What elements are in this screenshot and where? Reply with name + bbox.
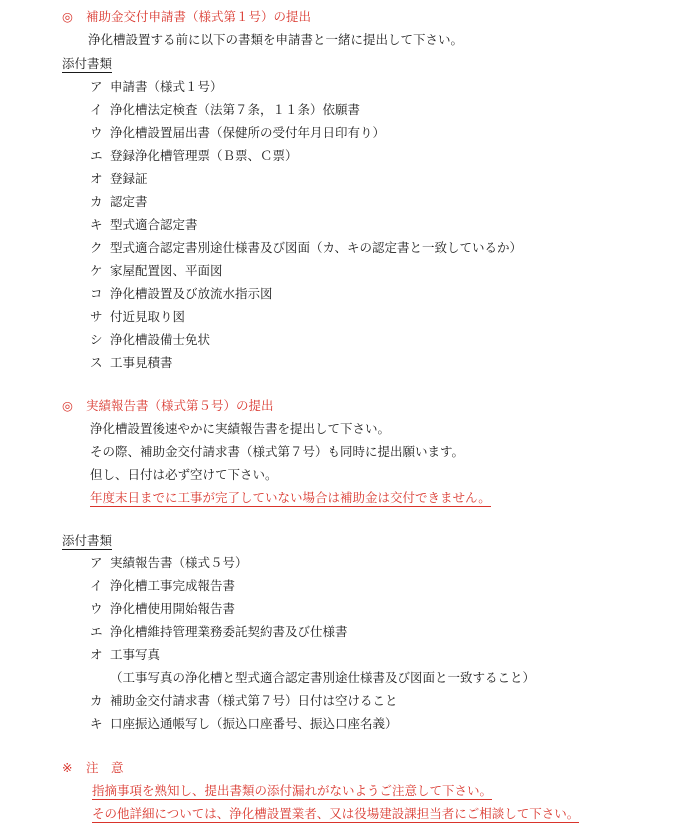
list-item: コ 浄化槽設置及び放流水指示図 [90,286,273,301]
section2-line: その際、補助金交付請求書（様式第７号）も同時に提出願います。 [90,444,465,459]
list-item: イ 浄化槽工事完成報告書 [90,578,236,593]
section2-title: 実績報告書（様式第５号）の提出 [86,398,274,413]
section2-attach-heading: 添付書類 [62,533,113,548]
list-item: シ 浄化槽設備士免状 [90,332,211,347]
list-item: エ 浄化槽維持管理業務委託契約書及び仕様書 [90,624,348,639]
list-item: キ 口座振込通帳写し（振込口座番号、振込口座名義） [90,716,398,731]
notice-heading [62,760,124,776]
section1-attach-heading: 添付書類 [62,56,113,71]
section1-title: 補助金交付申請書（様式第１号）の提出 [86,9,312,24]
list-item: カ 認定書 [90,194,148,209]
list-item: イ 浄化槽法定検査（法第７条，１１条）依願書 [90,102,361,117]
section1-heading [62,9,311,25]
reference-mark-icon: ※ [62,760,73,775]
list-item: カ 補助金交付請求書（様式第７号）日付は空けること [90,693,398,708]
list-item: ア 実績報告書（様式５号） [90,555,248,570]
photo-note: （工事写真の浄化槽と型式適合認定書別途仕様書及び図面と一致すること） [110,670,536,685]
list-item: ウ 浄化槽使用開始報告書 [90,601,236,616]
notice-title: 注 意 [86,760,124,775]
section2-heading [62,398,274,414]
list-item: ケ 家屋配置図、平面図 [90,263,223,278]
notice-line: その他詳細については、浄化槽設置業者、又は役場建設課担当者にご相談して下さい。 [92,806,580,821]
double-circle-icon: ◎ [62,9,73,24]
list-item: ウ 浄化槽設置届出書（保健所の受付年月日印有り） [90,125,386,140]
section1-intro: 浄化槽設置する前に以下の書類を申請書と一緒に提出して下さい。 [88,32,464,47]
list-item: ス 工事見積書 [90,355,173,370]
list-item: エ 登録浄化槽管理票（Ｂ票、Ｃ票） [90,148,298,163]
section2-line: 浄化槽設置後速やかに実績報告書を提出して下さい。 [90,421,391,436]
list-item: サ 付近見取り図 [90,309,186,324]
notice-line: 指摘事項を熟知し、提出書類の添付漏れがないようご注意して下さい。 [92,783,493,798]
section2-line: 但し、日付は必ず空けて下さい。 [90,467,278,482]
list-item: ア 申請書（様式１号） [90,79,223,94]
list-item: キ 型式適合認定書 [90,217,198,232]
list-item: ク 型式適合認定書別途仕様書及び図面（カ、キの認定書と一致しているか） [90,240,523,255]
section2-warning: 年度末日までに工事が完了していない場合は補助金は交付できません。 [90,490,491,505]
double-circle-icon: ◎ [62,398,73,413]
list-item: オ 登録証 [90,171,148,186]
list-item: オ 工事写真 [90,647,161,662]
